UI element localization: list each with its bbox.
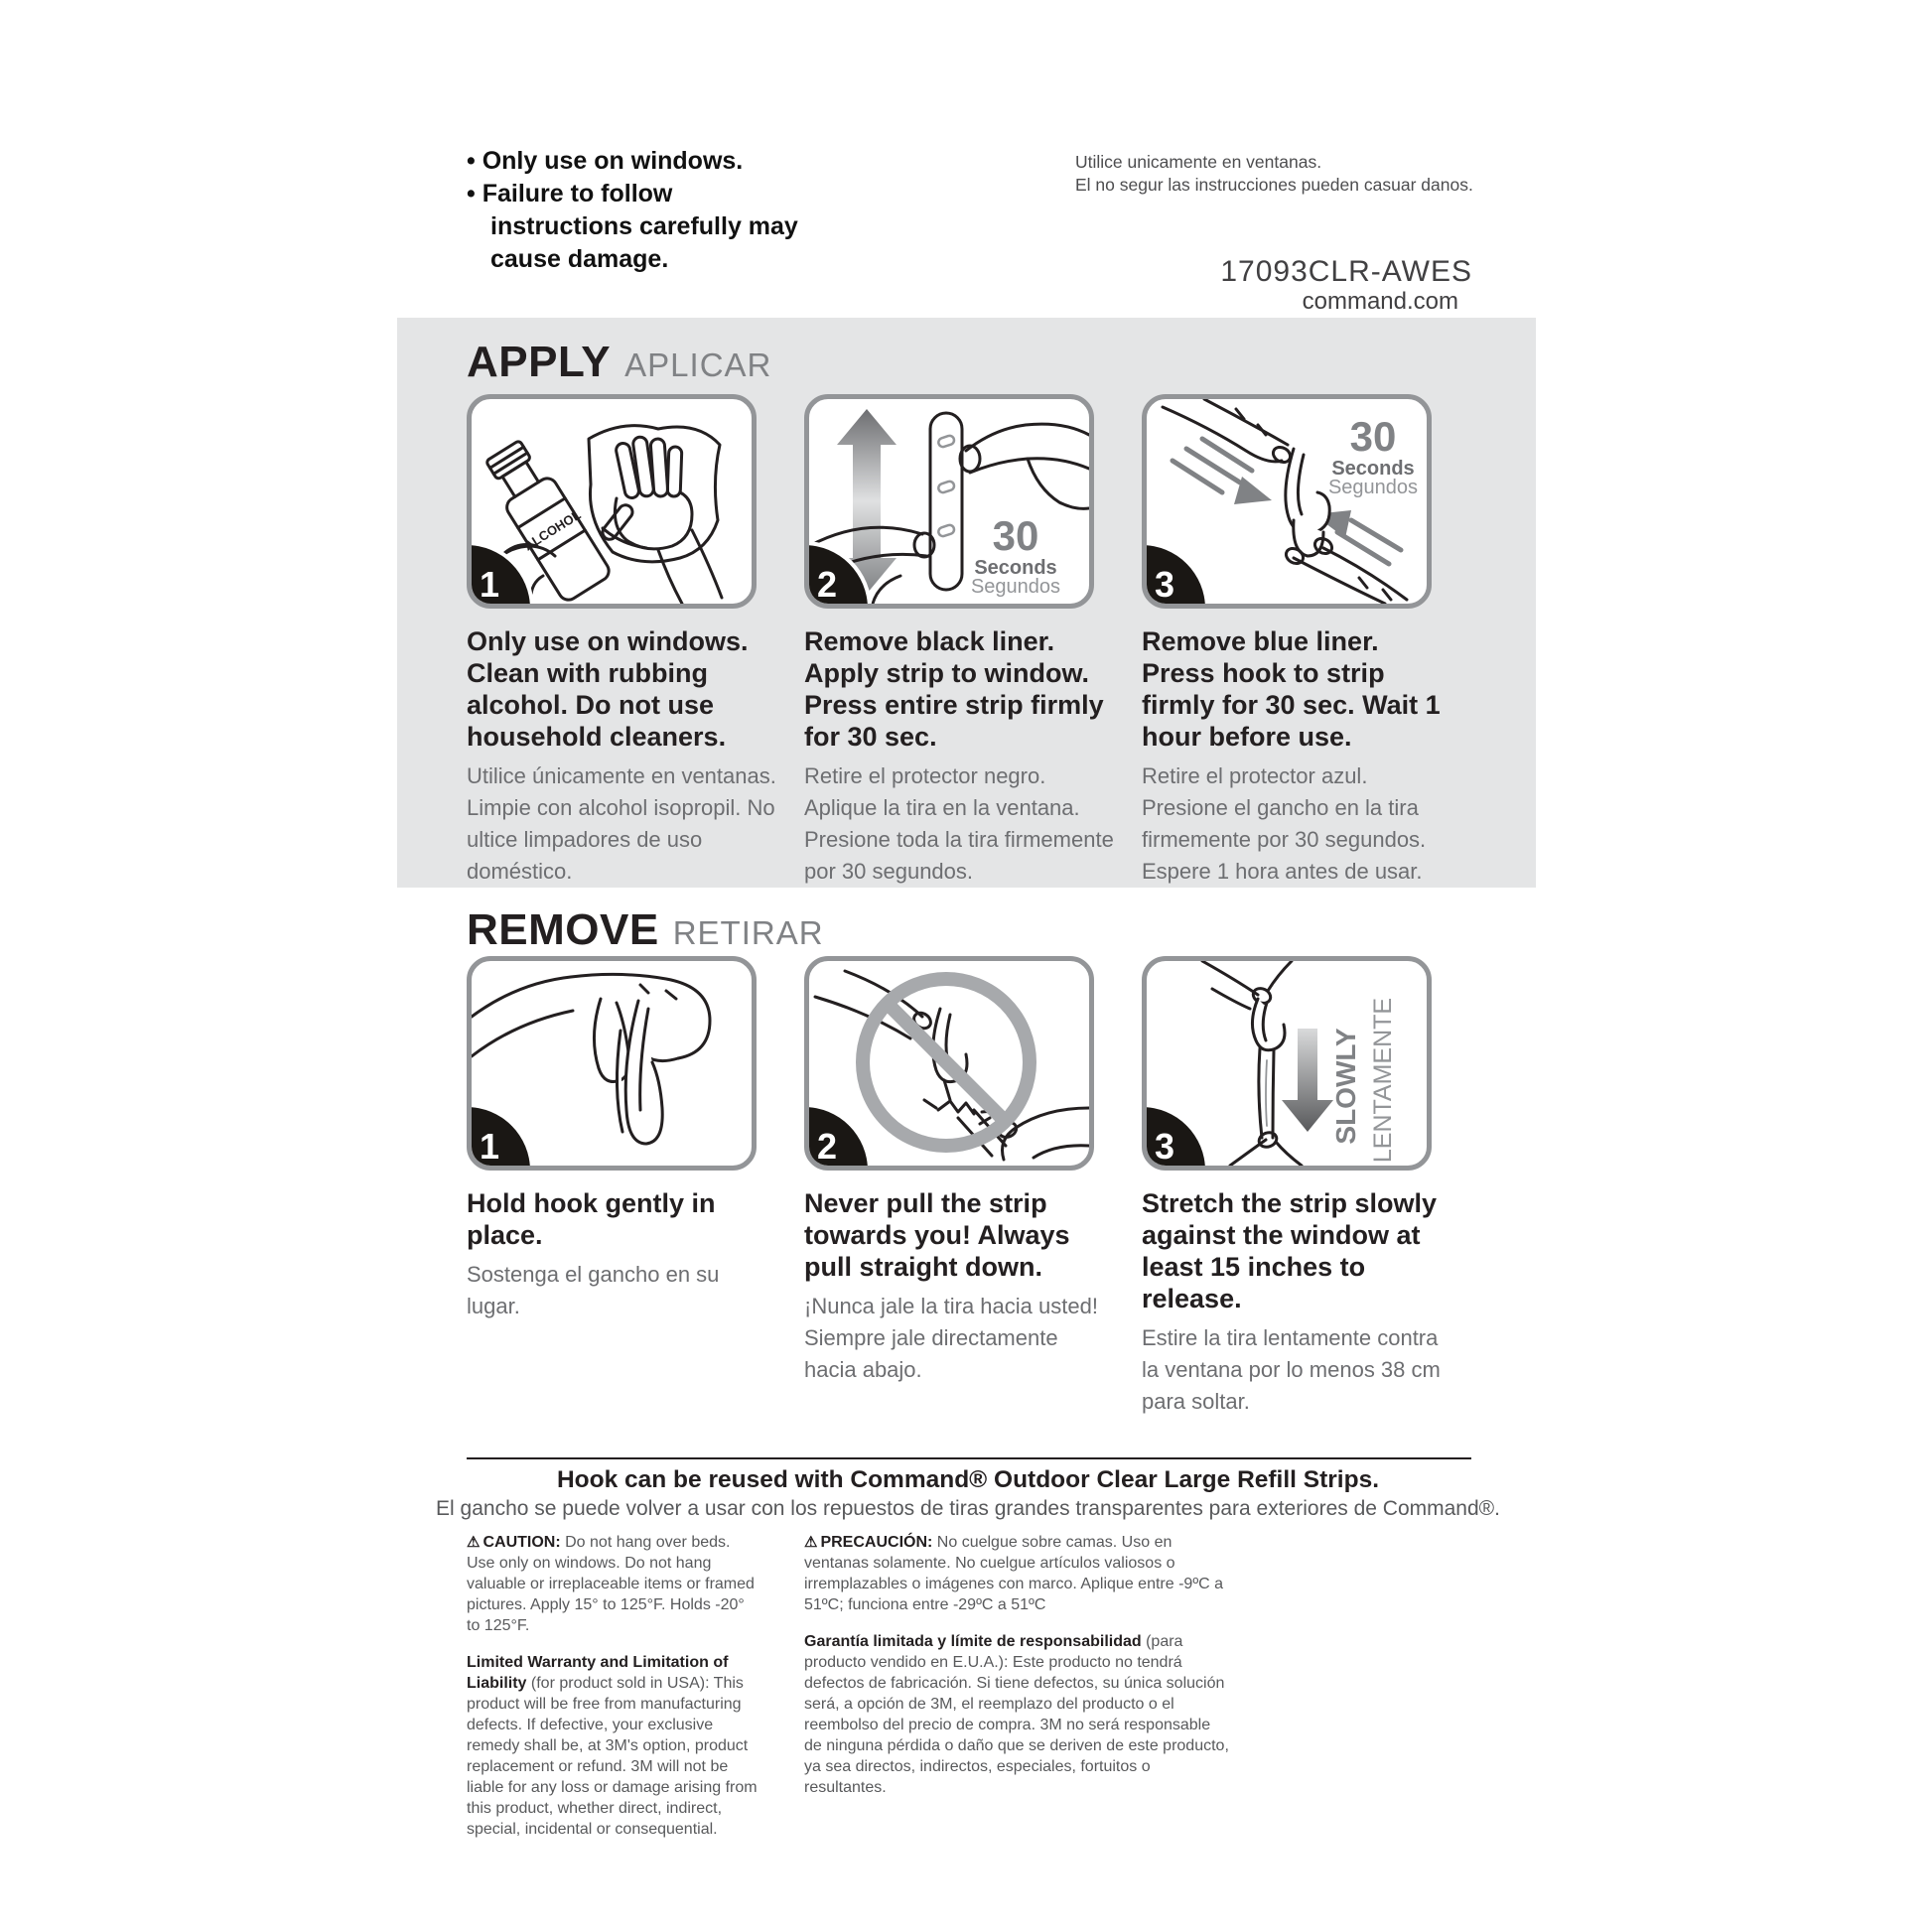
- down-arrow-icon: [1282, 1029, 1333, 1132]
- apply-title-en: APPLY: [467, 338, 612, 386]
- remove-step2-text: [804, 1187, 1114, 1386]
- bottle-label: ALCOHOL: [521, 506, 584, 554]
- website-url: command.com: [1302, 288, 1458, 315]
- step-heading: Remove blue liner. Press hook to strip firmly for 30 sec. Wait 1 hour before use.: [1142, 626, 1441, 752]
- slowly-label-en: SLOWLY: [1330, 1028, 1361, 1145]
- remove-step3-figure: [1142, 956, 1432, 1171]
- notice-line: Utilice unicamente en ventanas.: [1075, 152, 1322, 172]
- apply-title-es: APLICAR: [624, 346, 772, 383]
- precaucion-label: PRECAUCIÓN:: [820, 1534, 933, 1551]
- precaucion-body: No cuelgue sobre camas. Uso en ventanas solamente. No cuelgue artículos valiosos o irremplazables o imágenes con marco. Aplique entre -9ºC a 51ºC; funciona entre -29ºC a 51ºC: [804, 1534, 1224, 1613]
- step-heading: Only use on windows. Clean with rubbing alcohol. Do not use household cleaners.: [467, 626, 749, 752]
- caution-body: Do not hang over beds. Use only on windows. Do not hang valuable or irreplaceable items or framed pictures. Apply 15° to 125°F. Holds -20° to 125°F.: [467, 1534, 755, 1634]
- warranty-heading: Limited Warranty and Limitation of Liability: [467, 1654, 729, 1692]
- precaucion-paragraph: [804, 1532, 1231, 1615]
- footer-divider: [467, 1457, 1471, 1459]
- remove-title-es: RETIRAR: [672, 914, 824, 951]
- duration-value: 30: [1349, 413, 1397, 460]
- bullet-glyph: •: [467, 147, 476, 175]
- apply-step2-figure: [804, 394, 1094, 609]
- step-number: 3: [1155, 564, 1175, 605]
- step-heading: Never pull the strip towards you! Always pull straight down.: [804, 1188, 1070, 1282]
- caution-label: CAUTION:: [483, 1534, 561, 1551]
- duration-unit-es: Segundos: [1327, 477, 1419, 498]
- duration-unit-en: Seconds: [974, 557, 1057, 579]
- garantia-body: (para producto vendido en E.U.A.): Este producto no tendrá defectos de fabricación. Si tiene defectos, su única solución será, a opción de 3M, el reemplazo del producto o el reembolso del precio de compra. 3M no será responsable de ninguna pérdida o daño que se deriven de este producto, ya sea directos, indirectos, especiales, fortuitos o resultantes.: [804, 1633, 1229, 1796]
- warning-icon: ⚠: [467, 1534, 481, 1551]
- adhesive-strip-icon: [930, 413, 962, 590]
- warning-icon: ⚠: [804, 1534, 818, 1551]
- warranty-body: (for product sold in USA): This product will be free from manufacturing defects. If defective, your exclusive remedy shall be, at 3M's option, product replacement or refund. 3M will not be liable for any loss or damage arising from this product, whether direct, indirect, special, incidental or consequential.: [467, 1675, 758, 1838]
- prohibition-icon: [863, 979, 1030, 1146]
- stretched-strip-icon: [1259, 1048, 1274, 1138]
- remove-section-title: [467, 905, 824, 955]
- bullet-glyph: •: [467, 180, 476, 207]
- bullet-text: Only use on windows.: [482, 147, 744, 175]
- step-number: 3: [1155, 1126, 1175, 1167]
- step-body-spanish: Sostenga el gancho en su lugar.: [467, 1262, 720, 1318]
- wiping-hand-icon: [600, 436, 722, 604]
- duration-value: 30: [992, 512, 1039, 559]
- bullet-text: Failure to follow instructions carefully may cause damage.: [482, 180, 798, 273]
- garantia-paragraph: [804, 1631, 1231, 1798]
- hook-icon: [1252, 999, 1285, 1050]
- step-number: 1: [480, 1126, 500, 1167]
- caution-paragraph: [467, 1532, 760, 1636]
- bullet-item: [467, 145, 809, 178]
- refill-notice-es: El gancho se puede volver a usar con los repuestos de tiras grandes transparentes para exteriores de Command®.: [436, 1497, 1500, 1520]
- remove-step1-text: [467, 1187, 776, 1322]
- upper-fingers-icon: [1202, 961, 1292, 1009]
- duration-unit-es: Segundos: [970, 576, 1061, 598]
- lower-fingers-icon: [1230, 1130, 1302, 1166]
- step-heading: Stretch the strip slowly against the window at least 15 inches to release.: [1142, 1188, 1438, 1313]
- apply-step1-figure: [467, 394, 757, 609]
- slowly-label-es: LENTAMENTE: [1369, 997, 1397, 1164]
- usage-warning-bullets: [467, 145, 809, 276]
- step-body-spanish: Retire el protector azul. Presione el gancho en la tira firmemente por 30 segundos. Espere 1 hora antes de usar.: [1142, 763, 1427, 884]
- step-number: 1: [480, 564, 500, 605]
- apply-section-title: [467, 338, 771, 387]
- apply-step3-text: [1142, 625, 1451, 888]
- footer-column-spanish: [804, 1532, 1231, 1814]
- bullet-item: [467, 178, 809, 276]
- usage-warning-spanish: [1075, 151, 1532, 197]
- duration-label: [1328, 413, 1418, 498]
- apply-step1-text: [467, 625, 776, 888]
- remove-step1-figure: [467, 956, 757, 1171]
- step-heading: Remove black liner. Apply strip to window. Press entire strip firmly for 30 sec.: [804, 626, 1104, 752]
- step-heading: Hold hook gently in place.: [467, 1188, 716, 1250]
- apply-step2-text: [804, 625, 1114, 888]
- duration-label: [971, 512, 1060, 598]
- remove-step2-figure: [804, 956, 1094, 1171]
- holding-hand-icon: [472, 974, 710, 1081]
- notice-line: El no segur las instrucciones pueden casuar danos.: [1075, 175, 1473, 195]
- refill-notice-en: Hook can be reused with Command® Outdoor Clear Large Refill Strips.: [556, 1466, 1380, 1493]
- warranty-paragraph: [467, 1652, 760, 1840]
- remove-title-en: REMOVE: [467, 905, 659, 954]
- footer-column-english: [467, 1532, 760, 1856]
- step-body-spanish: Retire el protector negro. Aplique la tira en la ventana. Presione toda la tira firmemente por 30 segundos.: [804, 763, 1114, 884]
- step-number: 2: [817, 564, 838, 605]
- duration-unit-en: Seconds: [1331, 458, 1415, 480]
- product-code-block: [1042, 256, 1472, 316]
- garantia-heading: Garantía limitada y límite de responsabilidad: [804, 1633, 1142, 1650]
- product-code: 17093CLR-AWES: [1220, 255, 1472, 288]
- step-body-spanish: ¡Nunca jale la tira hacia usted! Siempre jale directamente hacia abajo.: [804, 1294, 1098, 1382]
- step-body-spanish: Utilice únicamente en ventanas. Limpie con alcohol isopropil. No ultice limpadores de uso doméstico.: [467, 763, 776, 884]
- remove-step3-text: [1142, 1187, 1451, 1418]
- upper-hand-icon: [960, 424, 1089, 508]
- step-number: 2: [817, 1126, 838, 1167]
- apply-step3-figure: [1142, 394, 1432, 609]
- step-body-spanish: Estire la tira lentamente contra la ventana por lo menos 38 cm para soltar.: [1142, 1325, 1441, 1414]
